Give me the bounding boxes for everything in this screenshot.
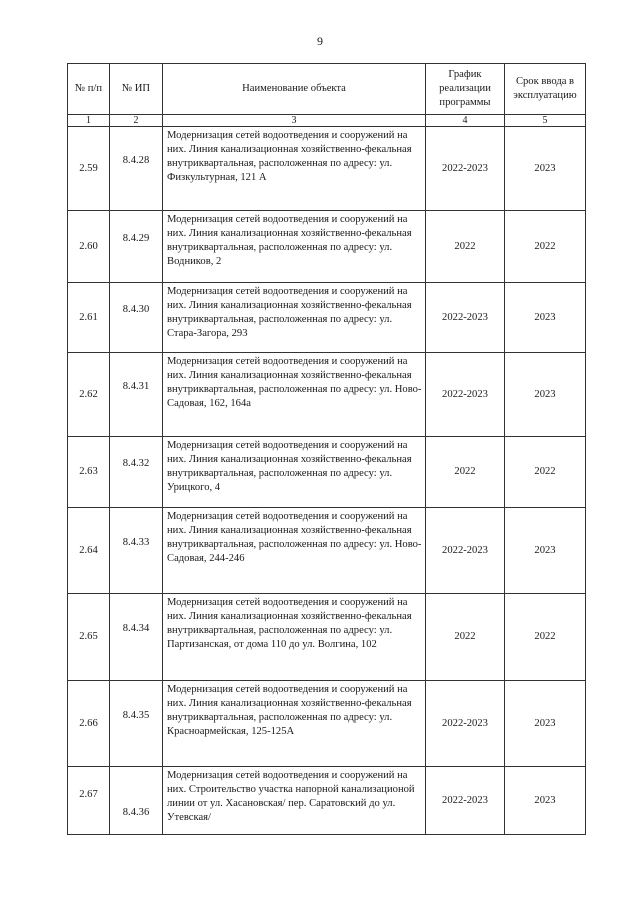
row-term: 2023 bbox=[505, 508, 586, 594]
row-number: 2.62 bbox=[68, 353, 110, 437]
row-object-name: Модернизация сетей водоотведения и сооружений на них. Линия канализационная хозяйственно-фекальная внутриквартальная, расположенная по адресу: ул. Физкультурная, 121 А bbox=[163, 127, 426, 211]
table-row bbox=[68, 437, 586, 508]
table-row bbox=[68, 681, 586, 767]
row-number: 2.67 bbox=[68, 767, 110, 835]
row-number: 2.66 bbox=[68, 681, 110, 767]
table-row bbox=[68, 508, 586, 594]
row-schedule: 2022-2023 bbox=[426, 681, 505, 767]
header-ip: № ИП bbox=[110, 64, 163, 115]
table-row bbox=[68, 211, 586, 283]
header-num: № п/п bbox=[68, 64, 110, 115]
row-ip: 8.4.28 bbox=[110, 127, 163, 211]
row-term: 2023 bbox=[505, 353, 586, 437]
row-schedule: 2022 bbox=[426, 211, 505, 283]
row-number: 2.60 bbox=[68, 211, 110, 283]
table-row bbox=[68, 283, 586, 353]
row-term: 2022 bbox=[505, 594, 586, 681]
row-schedule: 2022 bbox=[426, 594, 505, 681]
row-object-name: Модернизация сетей водоотведения и сооружений на них. Линия канализационная хозяйственно-фекальная внутриквартальная, расположенная по адресу: ул. Стара-Загора, 293 bbox=[163, 283, 426, 353]
row-ip: 8.4.31 bbox=[110, 353, 163, 437]
row-object-name: Модернизация сетей водоотведения и сооружений на них. Линия канализационная хозяйственно-фекальная внутриквартальная, расположенная по адресу: ул. Ново-Садовая, 162, 164а bbox=[163, 353, 426, 437]
row-ip: 8.4.36 bbox=[110, 767, 163, 835]
row-term: 2022 bbox=[505, 211, 586, 283]
row-schedule: 2022-2023 bbox=[426, 127, 505, 211]
row-schedule: 2022-2023 bbox=[426, 353, 505, 437]
row-term: 2023 bbox=[505, 127, 586, 211]
row-ip: 8.4.30 bbox=[110, 283, 163, 353]
row-schedule: 2022-2023 bbox=[426, 767, 505, 835]
row-term: 2023 bbox=[505, 681, 586, 767]
header-term: Срок ввода в эксплуатацию bbox=[505, 64, 586, 115]
header-name: Наименование объекта bbox=[163, 64, 426, 115]
row-ip: 8.4.34 bbox=[110, 594, 163, 681]
row-schedule: 2022-2023 bbox=[426, 283, 505, 353]
index-cell: 4 bbox=[426, 115, 505, 127]
row-object-name: Модернизация сетей водоотведения и сооружений на них. Линия канализационная хозяйственно-фекальная внутриквартальная, расположенная по адресу: ул. Урицкого, 4 bbox=[163, 437, 426, 508]
row-object-name: Модернизация сетей водоотведения и сооружений на них. Линия канализационная хозяйственно-фекальная внутриквартальная, расположенная по адресу: ул. Ново-Садовая, 244-246 bbox=[163, 508, 426, 594]
row-object-name: Модернизация сетей водоотведения и сооружений на них. Линия канализационная хозяйственно-фекальная внутриквартальная, расположенная по адресу: ул. Красноармейская, 125-125А bbox=[163, 681, 426, 767]
page-number: 9 bbox=[317, 34, 323, 48]
table-row bbox=[68, 767, 586, 835]
row-ip: 8.4.29 bbox=[110, 211, 163, 283]
row-ip: 8.4.32 bbox=[110, 437, 163, 508]
header-row bbox=[68, 64, 586, 115]
table-row bbox=[68, 594, 586, 681]
objects-table bbox=[67, 63, 586, 835]
row-number: 2.63 bbox=[68, 437, 110, 508]
row-number: 2.59 bbox=[68, 127, 110, 211]
row-term: 2022 bbox=[505, 437, 586, 508]
row-number: 2.64 bbox=[68, 508, 110, 594]
header-schedule: График реализации программы bbox=[426, 64, 505, 115]
table-row bbox=[68, 127, 586, 211]
row-object-name: Модернизация сетей водоотведения и сооружений на них. Линия канализационная хозяйственно-фекальная внутриквартальная, расположенная по адресу: ул. Водников, 2 bbox=[163, 211, 426, 283]
row-object-name: Модернизация сетей водоотведения и сооружений на них. Строительство участка напорной канализационой линии от ул. Хасановская/ пер. Саратовский до ул. Утевская/ bbox=[163, 767, 426, 835]
column-index-row bbox=[68, 115, 586, 127]
index-cell: 1 bbox=[68, 115, 110, 127]
index-cell: 5 bbox=[505, 115, 586, 127]
table-row bbox=[68, 353, 586, 437]
row-schedule: 2022 bbox=[426, 437, 505, 508]
row-ip: 8.4.33 bbox=[110, 508, 163, 594]
row-ip: 8.4.35 bbox=[110, 681, 163, 767]
row-term: 2023 bbox=[505, 283, 586, 353]
row-object-name: Модернизация сетей водоотведения и сооружений на них. Линия канализационная хозяйственно-фекальная внутриквартальная, расположенная по адресу: ул. Партизанская, от дома 110 до ул. Волгина, 102 bbox=[163, 594, 426, 681]
row-schedule: 2022-2023 bbox=[426, 508, 505, 594]
row-number: 2.61 bbox=[68, 283, 110, 353]
index-cell: 2 bbox=[110, 115, 163, 127]
row-number: 2.65 bbox=[68, 594, 110, 681]
index-cell: 3 bbox=[163, 115, 426, 127]
row-term: 2023 bbox=[505, 767, 586, 835]
